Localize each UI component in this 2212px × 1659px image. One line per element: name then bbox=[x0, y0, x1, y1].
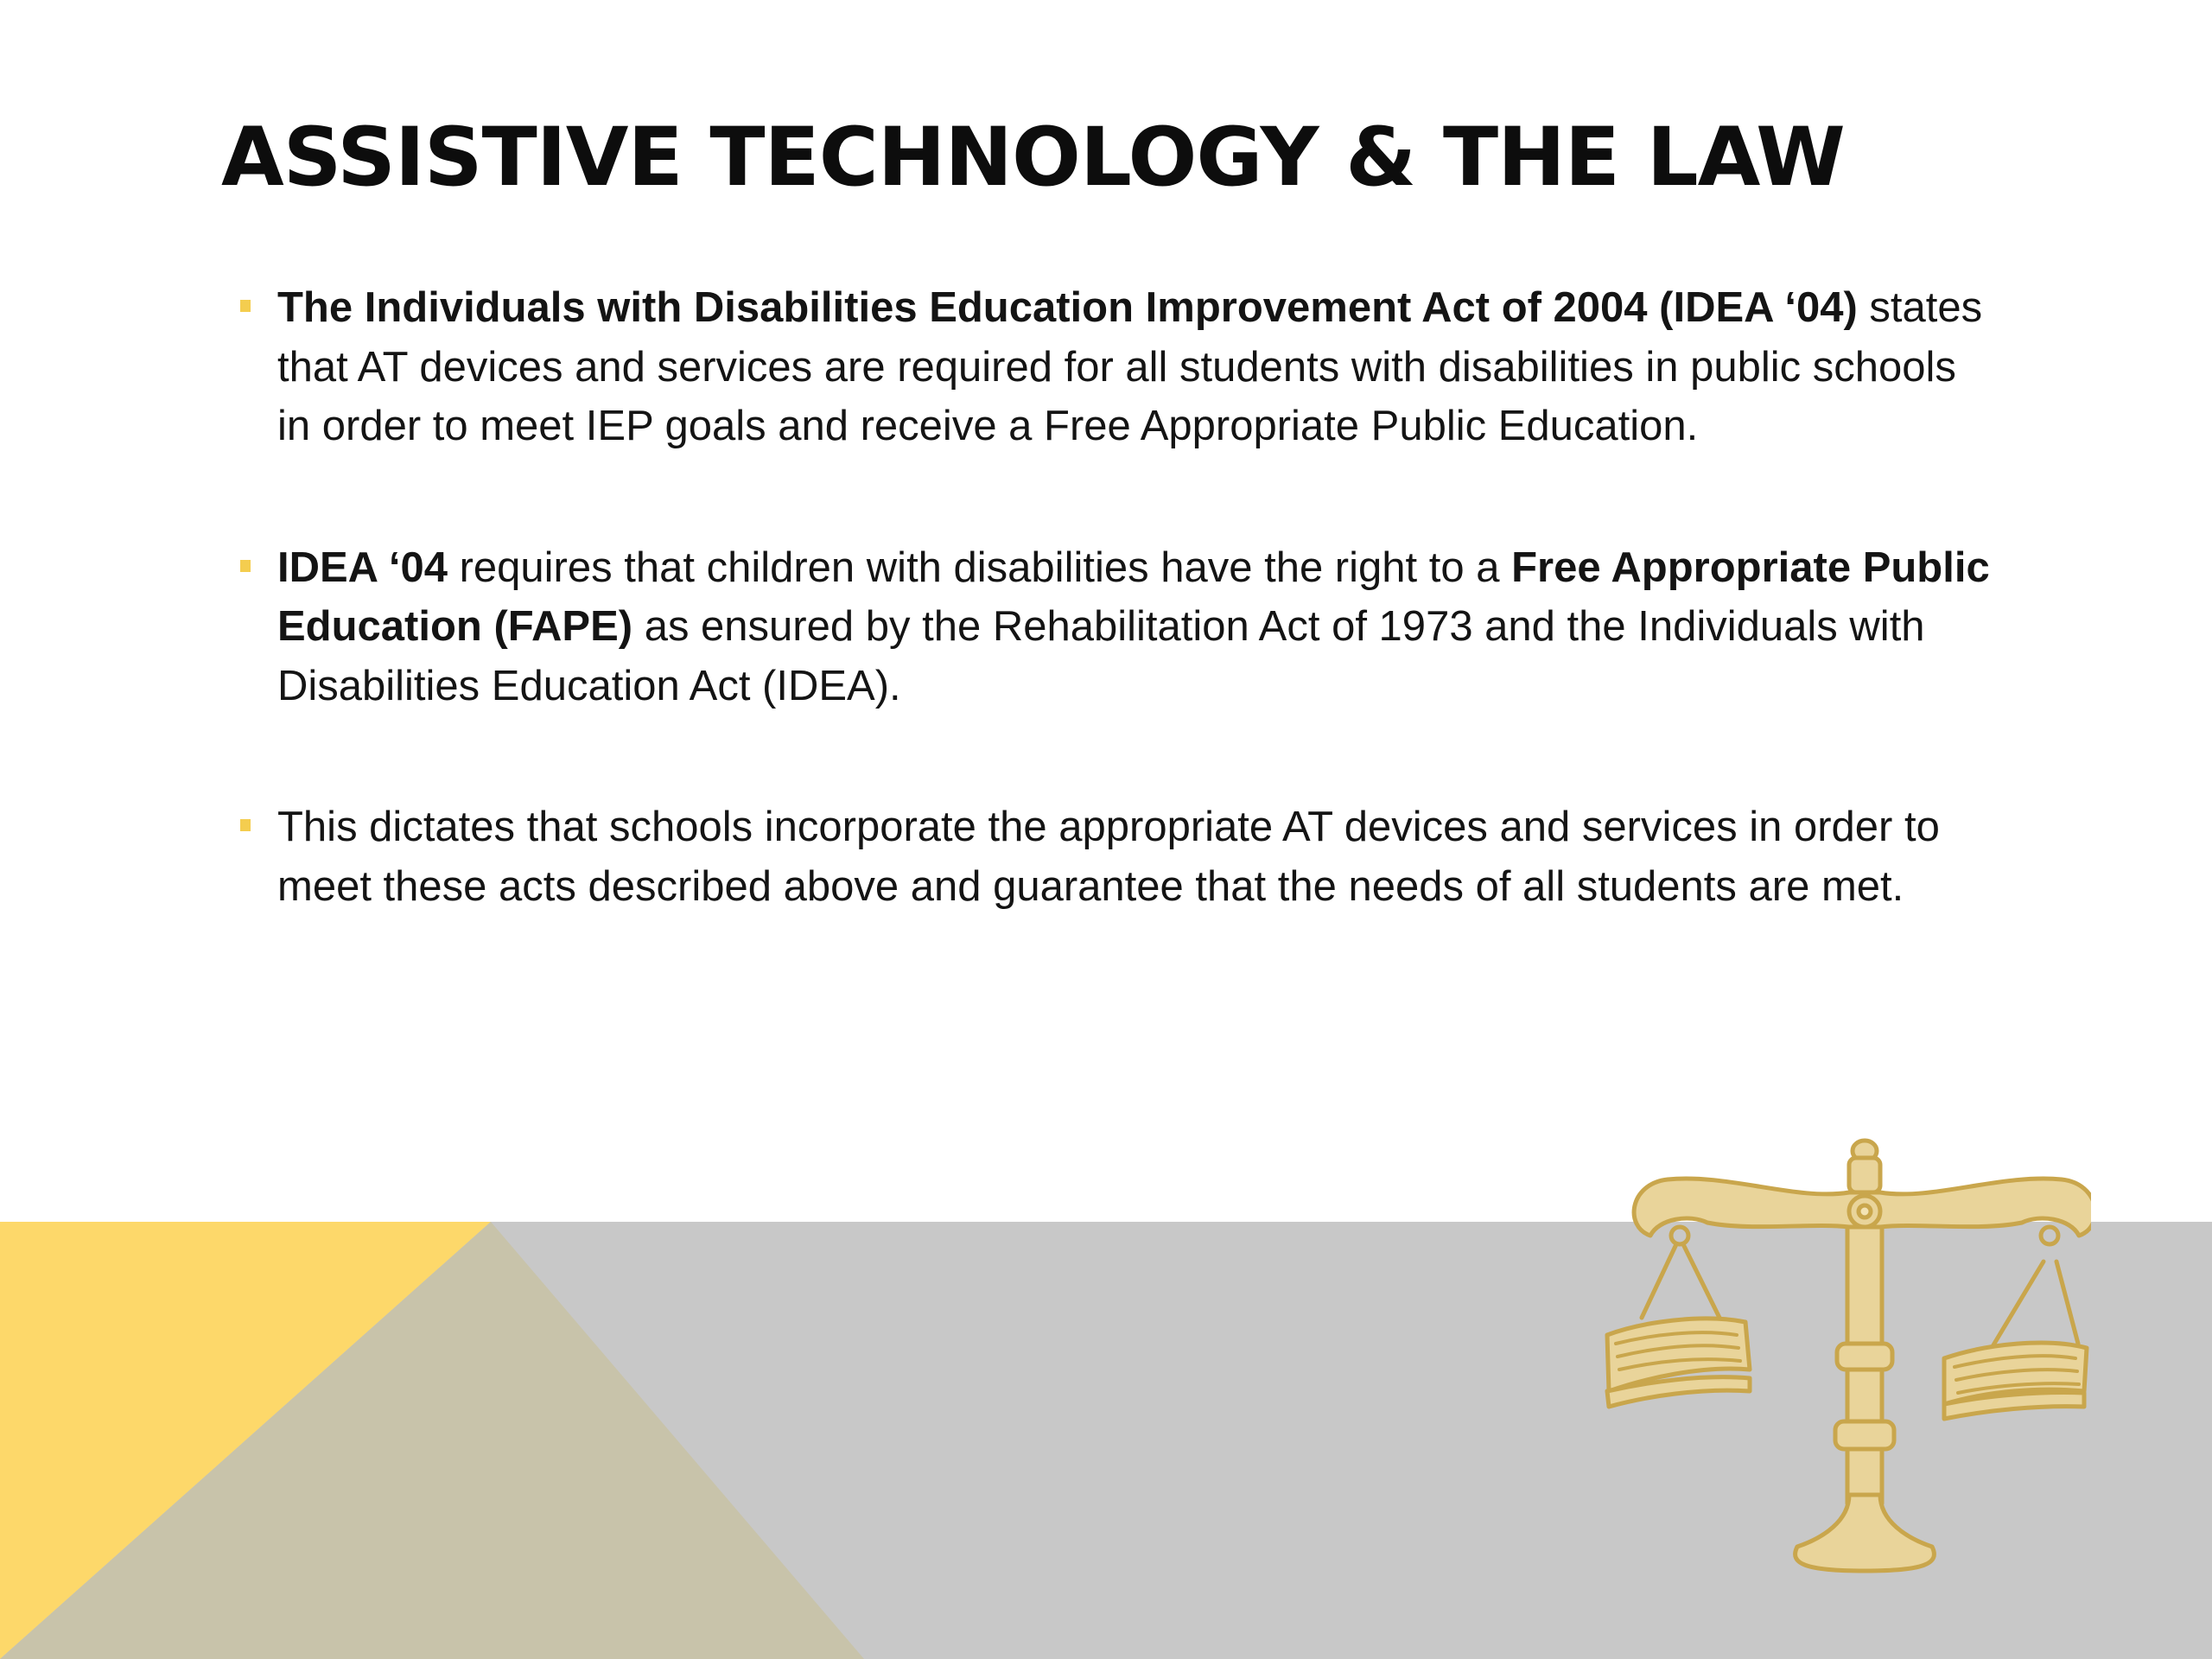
bullet-phrase: This dictates that schools incorporate the appropriate AT devices and services in order to meet these acts described above and guarantee that the needs of all students are met. bbox=[277, 804, 1940, 910]
bullet-marker-icon bbox=[240, 300, 251, 312]
bullet-phrase: as ensured by the Rehabilitation Act of 1973 and the Individuals with Disabilities Education Act (IDEA). bbox=[277, 603, 1925, 709]
bullet-text bbox=[277, 284, 1982, 449]
bullet-item-idea-04 bbox=[238, 278, 2000, 456]
bullet-item-schools bbox=[238, 798, 2000, 916]
bullet-bold-phrase: Free Appropriate Public Education (FAPE) bbox=[277, 543, 1990, 650]
bullet-bold-phrase: The Individuals with Disabilities Education Improvement Act of 2004 (IDEA ‘04) bbox=[277, 284, 1858, 331]
slide-title: ASSISTIVE TECHNOLOGY & THE LAW bbox=[221, 111, 1845, 205]
bullet-marker-icon bbox=[240, 560, 251, 572]
bullet-text bbox=[277, 804, 1940, 910]
bullet-text bbox=[277, 544, 1990, 709]
bullet-phrase: states that AT devices and services are required for all students with disabilities in public schools in order to meet IEP goals and receive a Free Appropriate Public Education. bbox=[277, 284, 1983, 449]
bullet-bold-phrase: IDEA ‘04 bbox=[277, 543, 448, 591]
bullet-list bbox=[238, 278, 2000, 998]
bullet-item-fape bbox=[238, 538, 2000, 716]
bullet-phrase: requires that children with disabilities have the right to a bbox=[447, 543, 1512, 591]
scales-of-justice-icon bbox=[1590, 1132, 2091, 1581]
bullet-marker-icon bbox=[240, 819, 251, 831]
